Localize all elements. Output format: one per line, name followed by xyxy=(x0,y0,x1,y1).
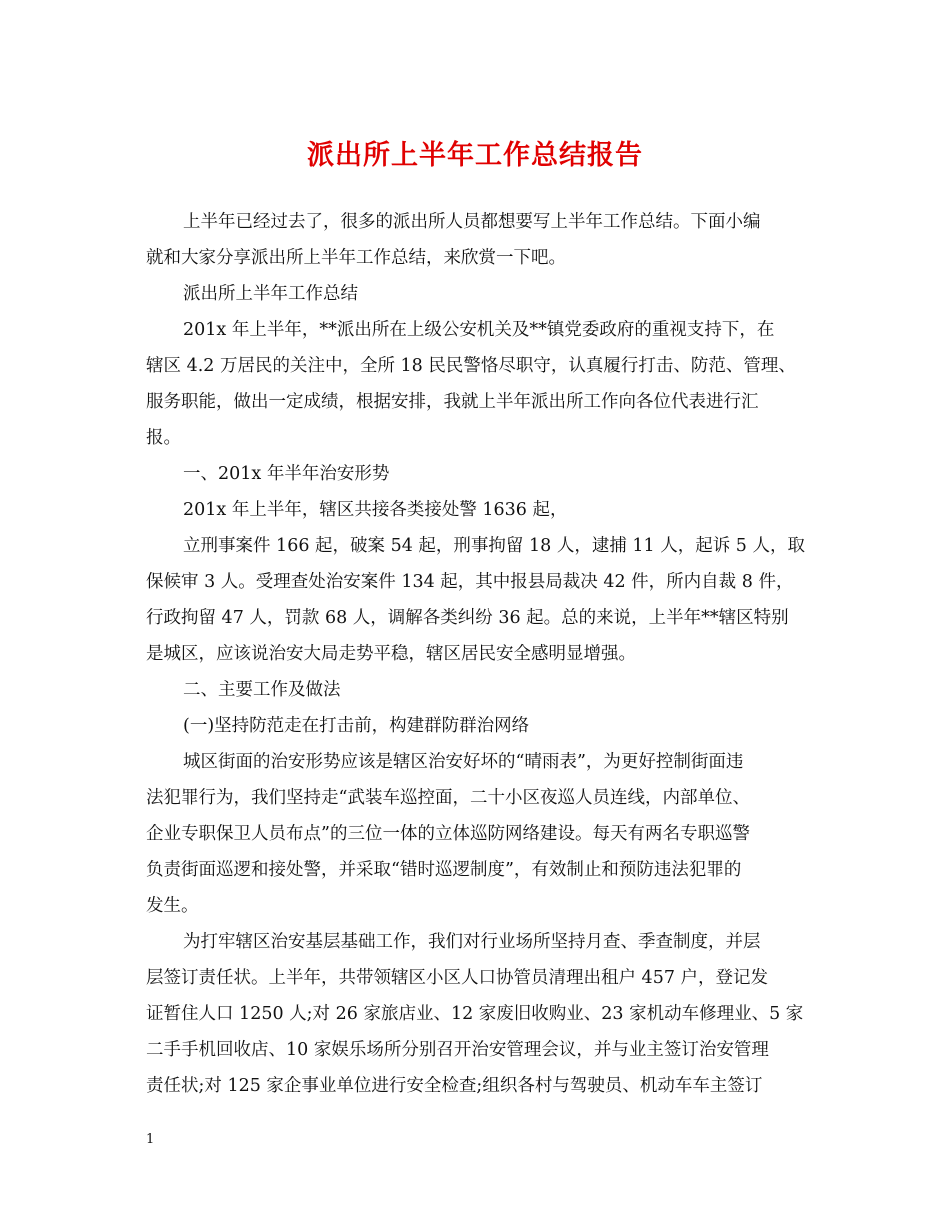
paragraph-line: 为打牢辖区治安基层基础工作，我们对行业场所坚持月查、季查制度，并层 xyxy=(183,932,761,952)
paragraph-line: 保候审 3 人。受理查处治安案件 134 起，其中报县局裁决 42 件，所内自裁 8 件， xyxy=(146,572,794,592)
paragraph-line: 行政拘留 47 人，罚款 68 人，调解各类纠纷 36 起。总的来说，上半年**辖区特别 xyxy=(146,608,789,628)
section-heading: 一、201x 年半年治安形势 xyxy=(183,464,390,484)
section-heading: 二、主要工作及做法 xyxy=(183,680,341,700)
subsection-heading: (一)坚持防范走在打击前，构建群防群治网络 xyxy=(183,716,530,736)
paragraph-line: 企业专职保卫人员布点”的三位一体的立体巡防网络建设。每天有两名专职巡警 xyxy=(146,824,750,844)
paragraph-line: 城区街面的治安形势应该是辖区治安好坏的“晴雨表”，为更好控制街面违 xyxy=(183,752,744,772)
paragraph-line: 法犯罪行为，我们坚持走“武装车巡控面，二十小区夜巡人员连线，内部单位、 xyxy=(146,788,750,808)
paragraph-line: 辖区 4.2 万居民的关注中，全所 18 民民警恪尽职守，认真履行打击、防范、管理、 xyxy=(146,356,796,376)
paragraph-line: 报。 xyxy=(146,428,181,448)
paragraph-line: 派出所上半年工作总结 xyxy=(183,284,358,304)
paragraph-line: 层签订责任状。上半年，共带领辖区小区人口协管员清理出租户 457 户，登记发 xyxy=(146,968,769,988)
paragraph-line: 发生。 xyxy=(146,896,199,916)
paragraph-line: 立刑事案件 166 起，破案 54 起，刑事拘留 18 人，逮捕 11 人，起诉 5 人，取 xyxy=(183,536,805,556)
document-title: 派出所上半年工作总结报告 xyxy=(307,140,643,171)
paragraph-line: 201x 年上半年，辖区共接各类接处警 1636 起， xyxy=(183,500,568,520)
paragraph-line: 责任状;对 125 家企事业单位进行安全检查;组织各村与驾驶员、机动车车主签订 xyxy=(146,1076,763,1096)
paragraph-line: 负责街面巡逻和接处警，并采取“错时巡逻制度”，有效制止和预防违法犯罪的 xyxy=(146,860,742,880)
paragraph-line: 上半年已经过去了，很多的派出所人员都想要写上半年工作总结。下面小编 xyxy=(183,212,761,232)
paragraph-line: 二手手机回收店、10 家娱乐场所分别召开治安管理会议，并与业主签订治安管理 xyxy=(146,1040,769,1060)
paragraph-line: 201x 年上半年，**派出所在上级公安机关及**镇党委政府的重视支持下，在 xyxy=(183,320,775,340)
paragraph-line: 是城区，应该说治安大局走势平稳，辖区居民安全感明显增强。 xyxy=(146,644,636,664)
page-number: 1 xyxy=(146,1132,155,1147)
paragraph-line: 服务职能，做出一定成绩，根据安排，我就上半年派出所工作向各位代表进行汇 xyxy=(146,392,759,412)
paragraph-line: 证暂住人口 1250 人;对 26 家旅店业、12 家废旧收购业、23 家机动车修理业、5 家 xyxy=(146,1004,804,1024)
paragraph-line: 就和大家分享派出所上半年工作总结，来欣赏一下吧。 xyxy=(146,248,566,268)
